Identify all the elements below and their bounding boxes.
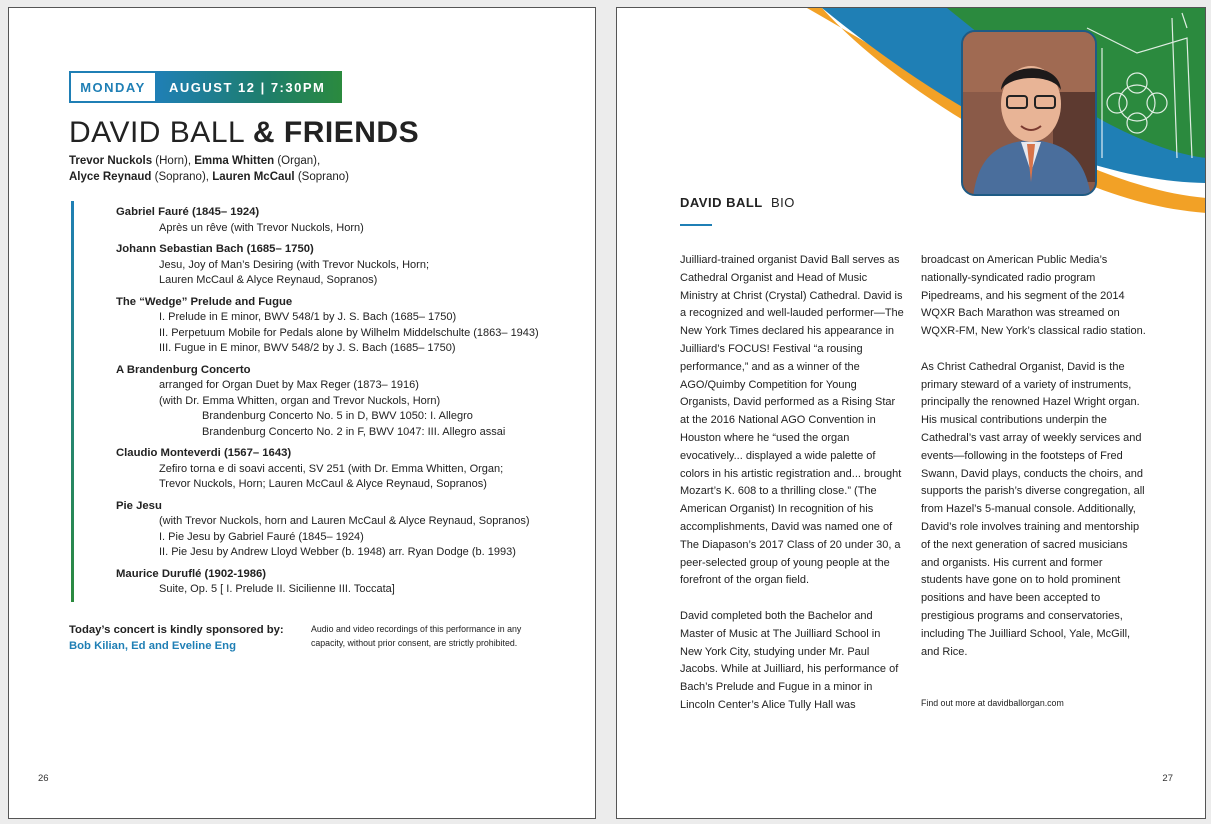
program-item bbox=[116, 567, 571, 598]
performer-name: Emma Whitten bbox=[194, 155, 275, 167]
program-item-heading: Maurice Duruflé (1902-1986) bbox=[116, 567, 267, 580]
program-item-detail: Brandenburg Concerto No. 2 in F, BWV 1047: III. Allegro assai bbox=[202, 425, 506, 438]
recording-notice: Audio and video recordings of this performance in any capacity, without prior consent, are strictly prohibited. bbox=[311, 624, 522, 648]
left-page bbox=[8, 7, 596, 819]
program-item bbox=[116, 363, 571, 441]
program-item bbox=[116, 242, 571, 289]
program-item-detail: Jesu, Joy of Man’s Desiring (with Trevor Nuckols, Horn; bbox=[159, 258, 429, 271]
bio-paragraph: Juilliard-trained organist David Ball serves as Cathedral Organist and Head of Music Ministry at Christ (Crystal) Cathedral. David is a recognized and well-lauded performer—The New York Times declared his appearance in Juilliard’s FOCUS! Festival “a rousing performance,” and as a winner of the AGO/Quimby Competition for Young Organists, David performed as a Rising Star at the 2016 National AGO Convention in Houston where he “used the organ evocatively... displayed a wide palette of colors in his artistic registration and... brought Mozart’s K. 608 to a thrilling close.” (The American Organist) In recognition of his accomplishments, David was named one of The Diapason’s 2017 Class of 20 under 30, a peer-selected group of young people at the forefront of the organ field. bbox=[680, 254, 904, 587]
program-item-detail: I. Pie Jesu by Gabriel Fauré (1845– 1924) bbox=[159, 530, 364, 543]
performers bbox=[69, 153, 569, 185]
date-day: MONDAY bbox=[69, 71, 157, 103]
bio-paragraph: As Christ Cathedral Organist, David is the primary steward of a variety of instruments, principally the renowned Hazel Wright organ. His musical contributions underpin the Cathedral’s vast array of weekly services and events—following in the footsteps of Fred Swann, David plays, conducts the choirs, and supports the parish’s diverse congregation, all from Hazel’s 5-manual console. Additionally, David’s role involves training and mentorship of the next generation of sacred musicians and organists. His current and former students have gone on to hold prominent positions and have been accepted to prestigious programs and conservatories, including The Juilliard School, Yale, McGill, and Rice. bbox=[921, 360, 1145, 658]
program-item-detail: Trevor Nuckols, Horn; Lauren McCaul & Alyce Reynaud, Sopranos) bbox=[159, 478, 487, 490]
program-list bbox=[71, 201, 571, 602]
bio-heading bbox=[680, 195, 795, 210]
right-page bbox=[616, 7, 1206, 819]
program-item-detail: (with Dr. Emma Whitten, organ and Trevor Nuckols, Horn) bbox=[159, 394, 441, 407]
sponsor-block bbox=[69, 622, 299, 654]
page-number: 26 bbox=[38, 773, 49, 784]
performers-line bbox=[69, 153, 569, 169]
performer-name: Trevor Nuckols bbox=[69, 155, 153, 167]
title-main: DAVID BALL bbox=[69, 116, 253, 149]
david-ball-portrait-image bbox=[961, 30, 1097, 196]
sponsor-names: Bob Kilian, Ed and Eveline Eng bbox=[69, 640, 236, 652]
program-item-detail: Après un rêve (with Trevor Nuckols, Horn) bbox=[159, 221, 364, 234]
bio-column-2 bbox=[921, 252, 1146, 679]
decorative-header-graphic bbox=[617, 8, 1206, 223]
performer-role: (Soprano) bbox=[294, 171, 349, 183]
program-item bbox=[116, 499, 571, 561]
program-item-detail: Brandenburg Concerto No. 5 in D, BWV 1050: I. Allegro bbox=[202, 410, 473, 422]
performer-role: (Organ), bbox=[274, 155, 321, 167]
program-item-heading: Gabriel Fauré (1845– 1924) bbox=[116, 206, 260, 218]
performer-role: (Soprano), bbox=[151, 171, 213, 183]
bio-paragraph: broadcast on American Public Media’s nationally-syndicated radio program Pipedreams, and his segment of the 2014 WQXR Bach Marathon was streamed on WQXR-FM, New York’s classical radio station. bbox=[921, 254, 1146, 338]
concert-title bbox=[69, 116, 419, 150]
program-item bbox=[116, 295, 571, 357]
program-item bbox=[116, 446, 571, 493]
bio-heading-suffix: BIO bbox=[762, 195, 795, 210]
program-item-heading: Claudio Monteverdi (1567– 1643) bbox=[116, 447, 292, 459]
program-item-heading: A Brandenburg Concerto bbox=[116, 363, 251, 376]
performer-name: Lauren McCaul bbox=[212, 171, 295, 183]
performers-line bbox=[69, 169, 569, 185]
bio-column-1 bbox=[680, 252, 905, 733]
date-banner bbox=[69, 71, 342, 103]
performer-name: Alyce Reynaud bbox=[69, 171, 152, 183]
program-item-detail: Lauren McCaul & Alyce Reynaud, Sopranos) bbox=[159, 274, 378, 286]
program-item-detail: II. Perpetuum Mobile for Pedals alone by Wilhelm Middelschulte (1863– 1943) bbox=[159, 326, 539, 339]
program-item-detail: (with Trevor Nuckols, horn and Lauren McCaul & Alyce Reynaud, Sopranos) bbox=[159, 515, 530, 527]
program-item-detail: Zefiro torna e di soavi accenti, SV 251 (with Dr. Emma Whitten, Organ; bbox=[159, 462, 504, 475]
program-item-detail: Suite, Op. 5 [ I. Prelude II. Sicilienne III. Toccata] bbox=[159, 583, 395, 595]
program-item-detail: II. Pie Jesu by Andrew Lloyd Webber (b. 1948) arr. Ryan Dodge (b. 1993) bbox=[159, 546, 516, 558]
program-item bbox=[116, 205, 571, 236]
title-amp: & FRIENDS bbox=[252, 116, 420, 149]
program-item-heading: Pie Jesu bbox=[116, 499, 162, 512]
heading-underline bbox=[680, 224, 712, 226]
program-item-heading: Johann Sebastian Bach (1685– 1750) bbox=[116, 243, 314, 255]
date-time: AUGUST 12 | 7:30PM bbox=[157, 71, 342, 103]
bio-heading-name: DAVID BALL bbox=[680, 195, 763, 210]
page-number: 27 bbox=[1162, 773, 1173, 784]
bio-paragraph: David completed both the Bachelor and Master of Music at The Juilliard School in New York City, studying under Mr. Paul Jacobs. While at Juilliard, his performance of Bach’s Prelude and Fugue in a minor in Lincoln Center’s Alice Tully Hall was bbox=[680, 609, 899, 711]
program-item-heading: The “Wedge” Prelude and Fugue bbox=[116, 295, 293, 308]
program-item-detail: arranged for Organ Duet by Max Reger (1873– 1916) bbox=[159, 379, 419, 391]
program-item-detail: III. Fugue in E minor, BWV 548/2 by J. S. Bach (1685– 1750) bbox=[159, 342, 456, 354]
sponsor-label: Today’s concert is kindly sponsored by: bbox=[69, 624, 284, 636]
program-item-detail: I. Prelude in E minor, BWV 548/1 by J. S. Bach (1685– 1750) bbox=[159, 311, 457, 323]
performer-role: (Horn), bbox=[152, 155, 195, 167]
website-link[interactable]: Find out more at davidballorgan.com bbox=[921, 698, 1064, 708]
